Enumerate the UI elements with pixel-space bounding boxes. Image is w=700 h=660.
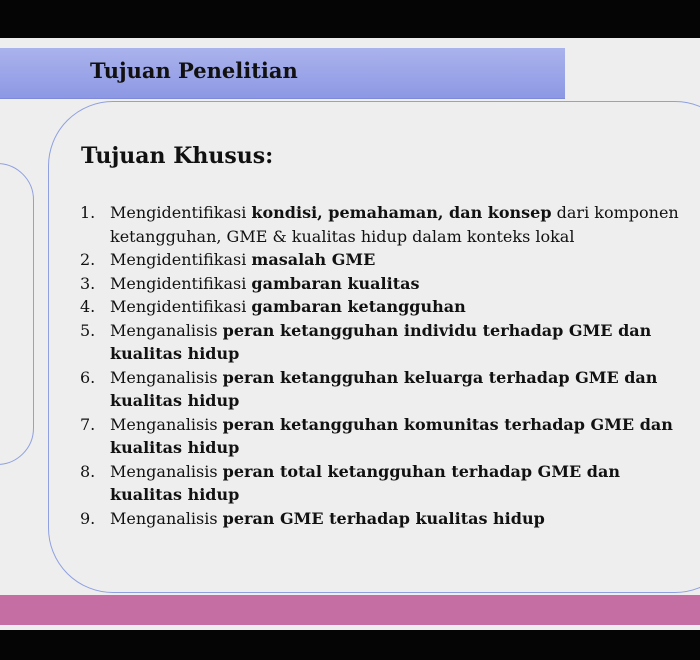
item-emphasis: peran ketangguhan komunitas terhadap GME dan kualitas hidup	[110, 414, 673, 457]
item-text	[110, 295, 680, 319]
list-item	[80, 272, 680, 296]
item-text	[110, 201, 680, 248]
list-item	[80, 295, 680, 319]
item-number: 4.	[80, 297, 96, 316]
item-number: 3.	[80, 273, 96, 293]
item-emphasis: peran total ketangguhan terhadap GME dan kualitas hidup	[110, 461, 620, 504]
item-emphasis: kondisi, pemahaman, dan konsep	[251, 203, 552, 222]
item-verb: Mengidentifikasi	[110, 297, 252, 316]
list-item	[80, 319, 680, 366]
item-emphasis: peran ketangguhan individu terhadap GME dan kualitas hidup	[110, 320, 652, 363]
item-number: 8.	[80, 461, 96, 481]
section-subheading: Tujuan Khusus:	[81, 143, 274, 169]
item-verb: Menganalisis	[110, 414, 223, 434]
item-emphasis: peran GME terhadap kualitas hidup	[222, 508, 545, 528]
item-verb: Menganalisis	[110, 508, 223, 528]
item-text	[110, 319, 680, 366]
list-item	[80, 460, 680, 507]
item-number: 6.	[80, 367, 96, 387]
item-verb: Mengidentifikasi	[110, 203, 252, 222]
bottom-accent-stripe	[0, 595, 700, 625]
item-emphasis: masalah GME	[251, 250, 376, 269]
item-text	[110, 507, 680, 531]
item-verb: Mengidentifikasi	[110, 250, 252, 269]
title-banner	[0, 48, 565, 99]
list-item	[80, 507, 680, 531]
item-verb: Menganalisis	[110, 320, 223, 340]
item-number: 7.	[80, 414, 96, 434]
list-item	[80, 201, 680, 248]
left-rounded-panel	[0, 163, 34, 465]
goal-list	[80, 201, 680, 530]
item-emphasis: gambaran ketangguhan	[251, 297, 466, 316]
item-verb: Mengidentifikasi	[110, 273, 252, 293]
item-text	[110, 366, 680, 413]
item-text	[110, 272, 680, 296]
slide-title: Tujuan Penelitian	[90, 58, 298, 83]
item-text	[110, 460, 680, 507]
bottom-letterbox-bar	[0, 630, 700, 660]
item-tail: dari komponen ketangguhan, GME & kualitas hidup dalam konteks lokal	[110, 203, 679, 246]
top-letterbox-bar	[0, 0, 700, 38]
list-item	[80, 413, 680, 460]
presentation-slide	[0, 38, 700, 630]
item-emphasis: peran ketangguhan keluarga terhadap GME dan kualitas hidup	[110, 367, 658, 410]
list-item	[80, 366, 680, 413]
item-verb: Menganalisis	[110, 461, 223, 481]
item-text	[110, 248, 680, 272]
item-number: 2.	[80, 250, 96, 269]
item-text	[110, 413, 680, 460]
item-emphasis: gambaran kualitas	[251, 273, 420, 293]
item-number: 1.	[80, 203, 96, 222]
item-verb: Menganalisis	[110, 367, 223, 387]
list-item	[80, 248, 680, 272]
item-number: 5.	[80, 320, 96, 340]
item-number: 9.	[80, 508, 96, 528]
